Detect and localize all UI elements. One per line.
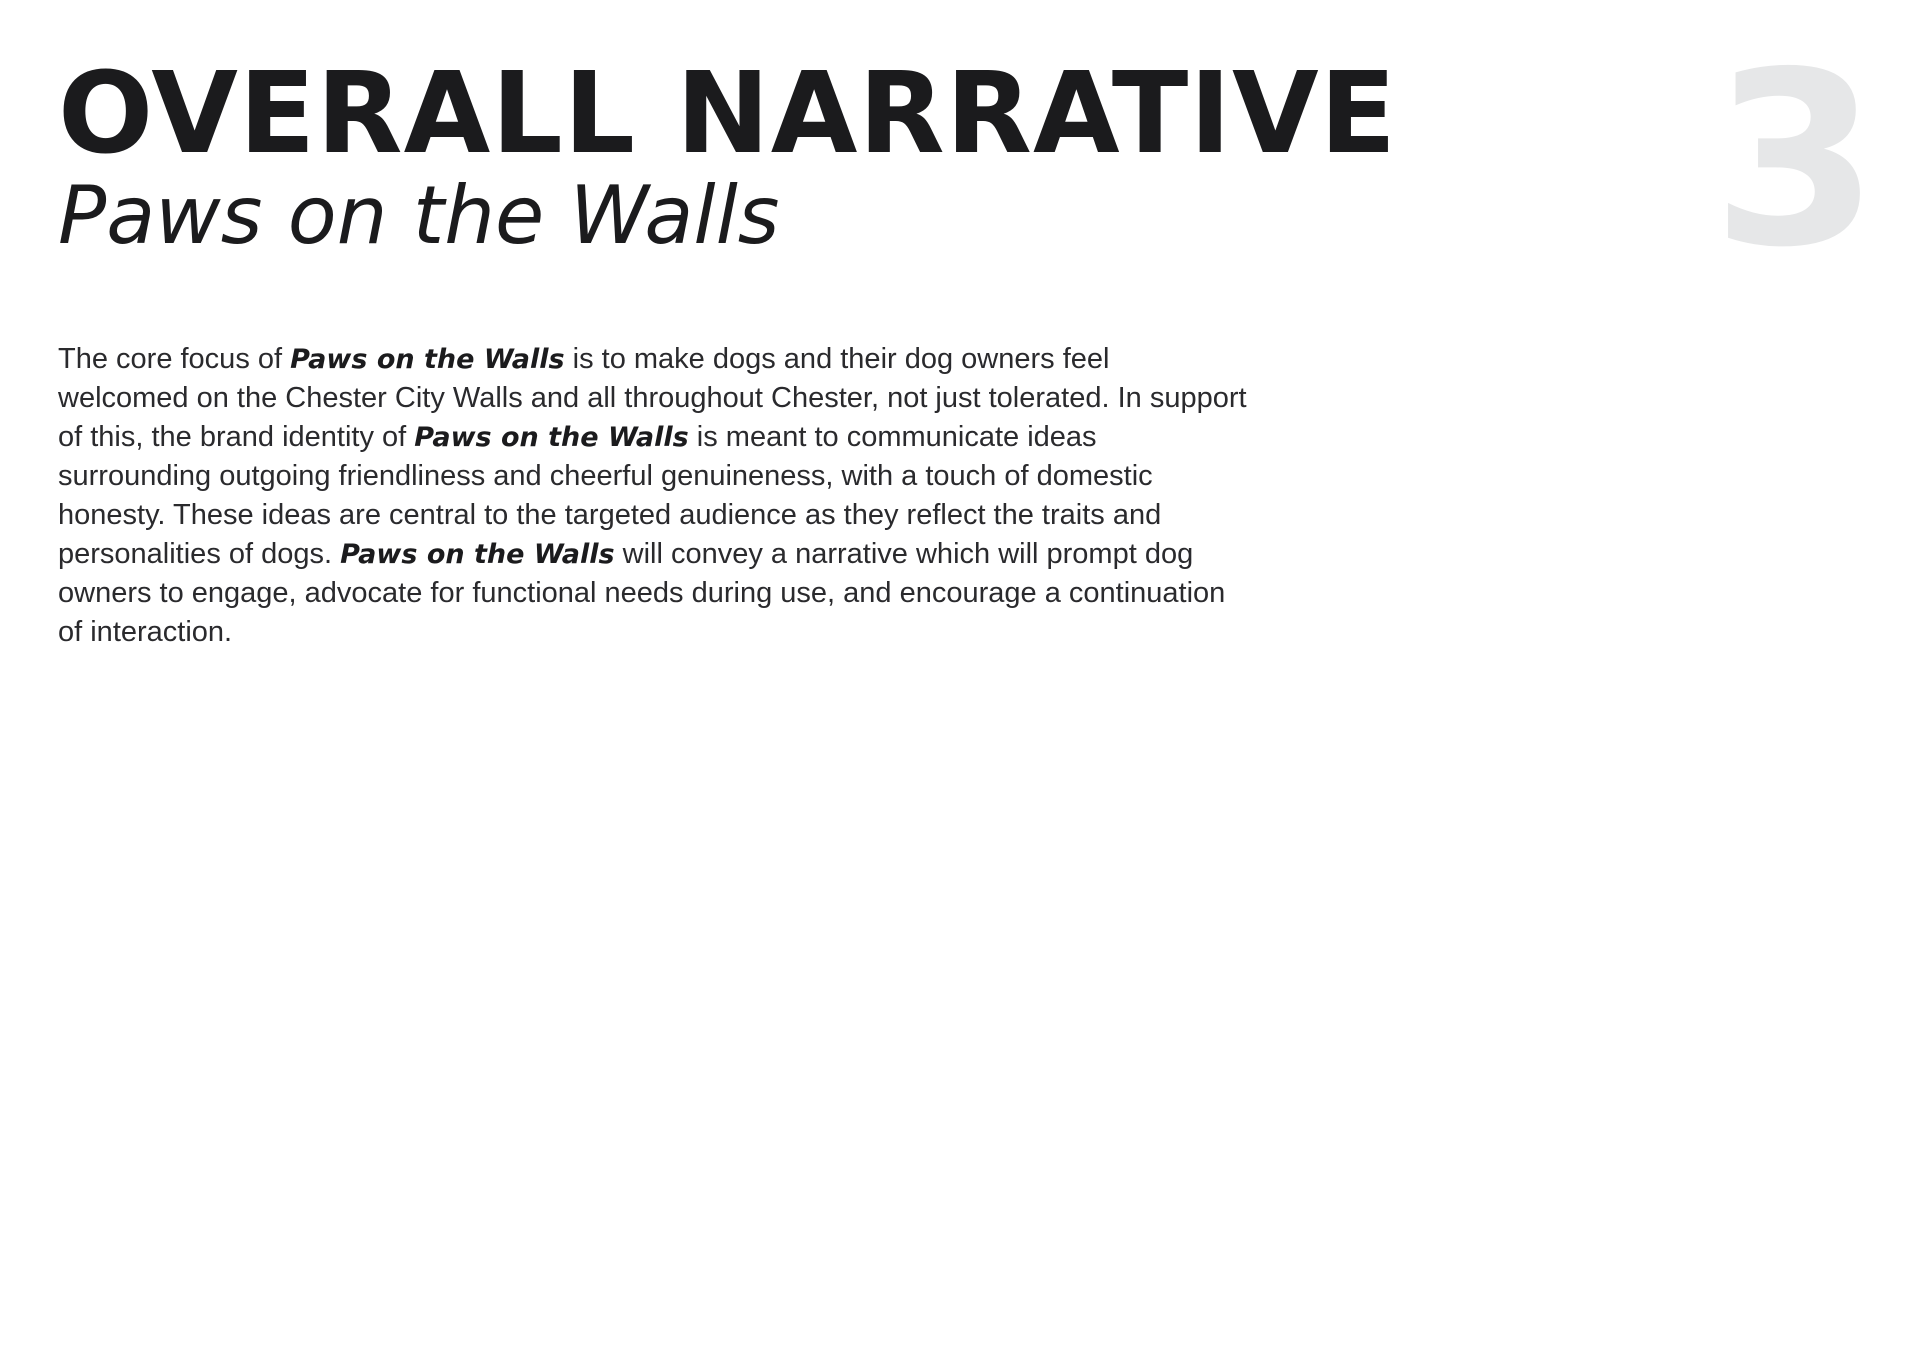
body-paragraph [58, 340, 1248, 652]
page-number: 3 [1712, 20, 1879, 300]
page-subtitle: Paws on the Walls [58, 169, 780, 262]
body-text-segment: will convey a narrative which will prompt dog owners to engage, advocate for functional needs during use, and encourage a continuation of interaction. [58, 538, 1226, 648]
brand-name-emphasis: Paws on the Walls [290, 344, 565, 375]
brand-name-emphasis: Paws on the Walls [414, 422, 689, 453]
body-text-segment: is to make dogs and their dog owners feel welcomed on the Chester City Walls and all throughout Chester, not just tolerated. In support of this, the brand identity of [58, 343, 1247, 453]
brand-name-emphasis: Paws on the Walls [340, 539, 615, 570]
body-text-segment: The core focus of [58, 343, 291, 375]
page-title: OVERALL NARRATIVE [58, 49, 1398, 179]
body-text-segment: is meant to communicate ideas surrounding outgoing friendliness and cheerful genuineness, with a touch of domestic honesty. These ideas are central to the targeted audience as they reflect the traits and personalities of dogs. [58, 421, 1162, 570]
